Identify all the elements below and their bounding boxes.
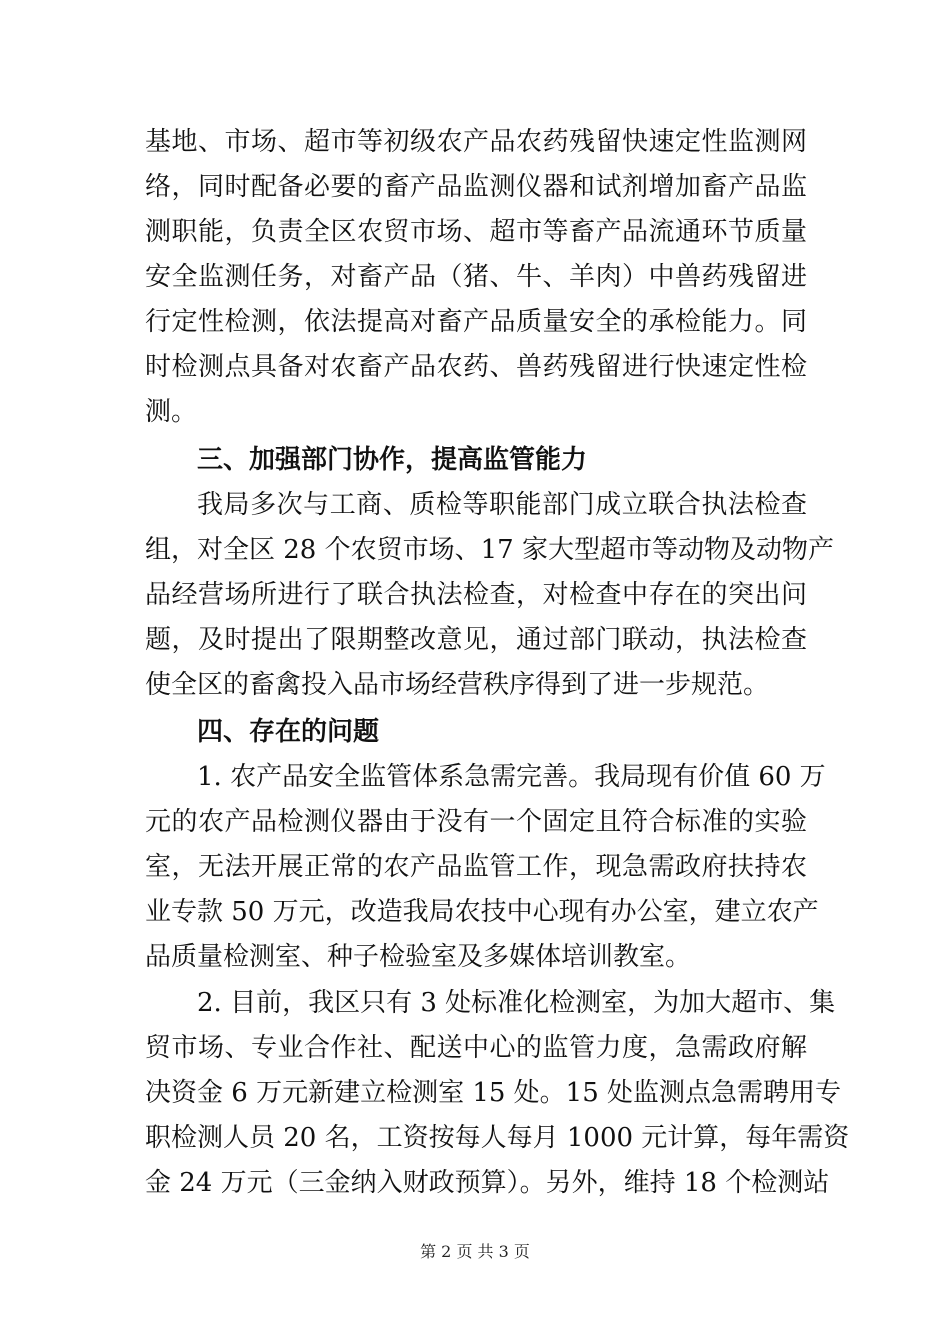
paragraph-line: 时检测点具备对农畜产品农药、兽药残留进行快速定性检	[145, 352, 807, 382]
paragraph-line: 我局多次与工商、质检等职能部门成立联合执法检查	[197, 490, 807, 520]
section-heading-4: 四、存在的问题	[197, 717, 380, 747]
paragraph-line: 元的农产品检测仪器由于没有一个固定且符合标准的实验	[145, 807, 807, 837]
paragraph-line: 2. 目前，我区只有 3 处标准化检测室，为加大超市、集	[197, 988, 836, 1018]
paragraph-line: 品经营场所进行了联合执法检查，对检查中存在的突出问	[145, 580, 807, 610]
paragraph-line: 决资金 6 万元新建立检测室 15 处。15 处监测点急需聘用专	[145, 1078, 842, 1108]
paragraph-line: 金 24 万元（三金纳入财政预算）。另外，维持 18 个检测站	[145, 1168, 830, 1198]
paragraph-line: 室，无法开展正常的农产品监管工作，现急需政府扶持农	[145, 852, 807, 882]
section-heading-3: 三、加强部门协作，提高监管能力	[197, 445, 588, 475]
paragraph-line: 贸市场、专业合作社、配送中心的监管力度，急需政府解	[145, 1033, 807, 1063]
page-footer: 第 2 页 共 3 页	[420, 1242, 530, 1261]
paragraph-line: 安全监测任务，对畜产品（猪、牛、羊肉）中兽药残留进	[145, 262, 807, 292]
paragraph-line: 测。	[145, 397, 198, 427]
paragraph-line: 使全区的畜禽投入品市场经营秩序得到了进一步规范。	[145, 670, 770, 700]
paragraph-line: 1. 农产品安全监管体系急需完善。我局现有价值 60 万	[197, 762, 826, 792]
paragraph-line: 络，同时配备必要的畜产品监测仪器和试剂增加畜产品监	[145, 172, 807, 202]
paragraph-line: 组，对全区 28 个农贸市场、17 家大型超市等动物及动物产	[145, 535, 834, 565]
paragraph-line: 题，及时提出了限期整改意见，通过部门联动，执法检查	[145, 625, 807, 655]
paragraph-line: 测职能，负责全区农贸市场、超市等畜产品流通环节质量	[145, 217, 807, 247]
paragraph-line: 职检测人员 20 名，工资按每人每月 1000 元计算，每年需资	[145, 1123, 850, 1153]
paragraph-line: 行定性检测，依法提高对畜产品质量安全的承检能力。同	[145, 307, 807, 337]
paragraph-line: 业专款 50 万元，改造我局农技中心现有办公室，建立农产	[145, 897, 819, 927]
paragraph-line: 基地、市场、超市等初级农产品农药残留快速定性监测网	[145, 127, 807, 157]
paragraph-line: 品质量检测室、种子检验室及多媒体培训教室。	[145, 942, 692, 972]
